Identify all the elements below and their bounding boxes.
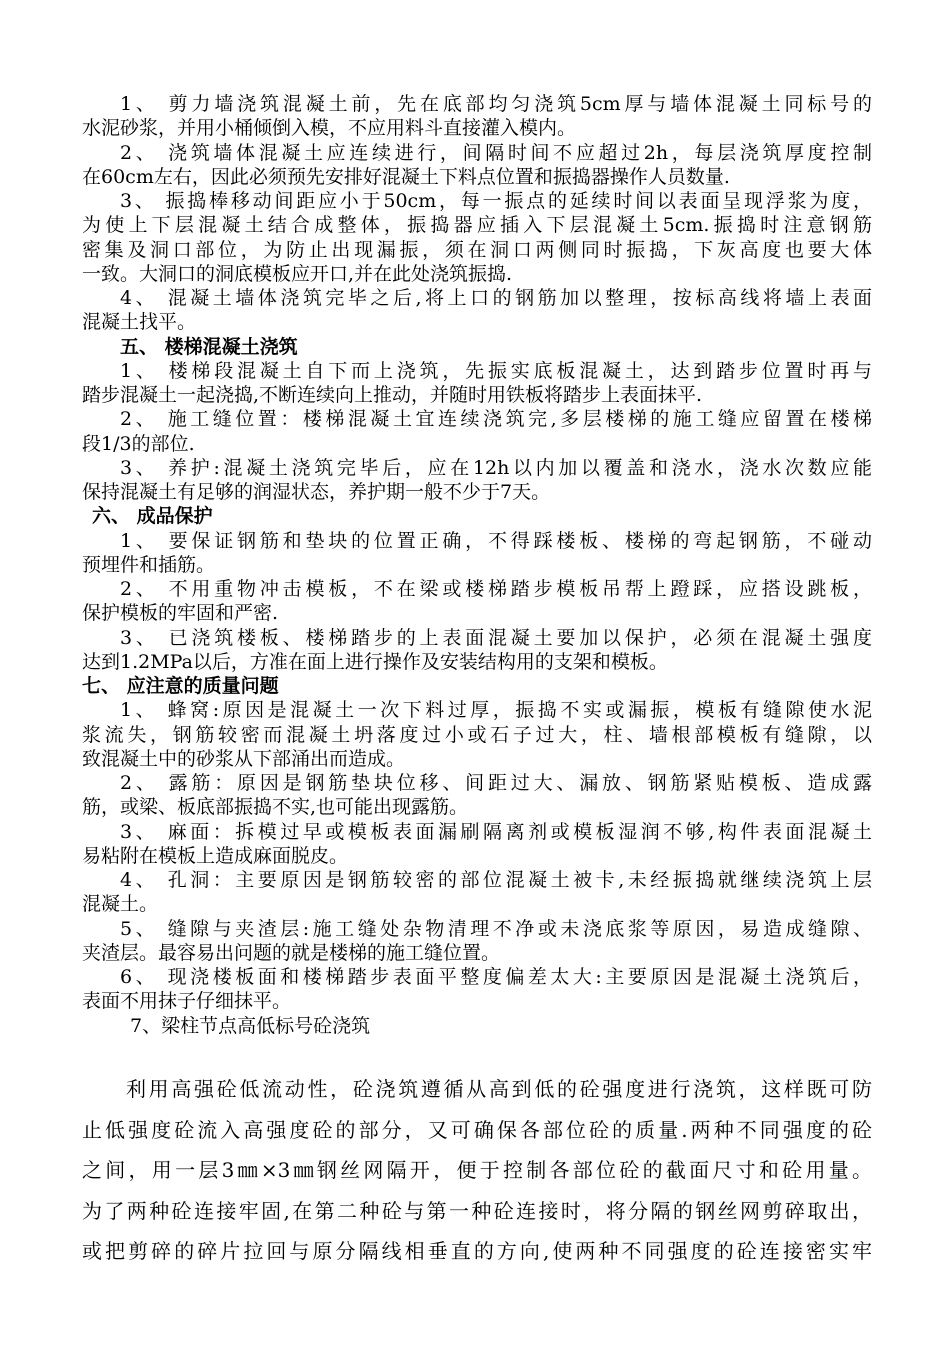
text-line: 3、 养护:混凝土浇筑完毕后，应在12h以内加以覆盖和浇水，浇水次数应能: [120, 456, 872, 479]
text-line: 段1/3的部位.: [82, 432, 195, 455]
paragraph-line: 利用高强砼低流动性，砼浇筑遵循从高到低的砼强度进行浇筑，这样既可防: [126, 1077, 872, 1101]
text-line: 踏步混凝土一起浇捣,不断连续向上推动，并随时用铁板将踏步上表面抹平.: [82, 384, 703, 406]
text-line: 水泥砂浆，并用小桶倾倒入模，不应用料斗直接灌入模内。: [82, 117, 577, 140]
text-line: 夹渣层。最容易出问题的就是楼梯的施工缝位置。: [82, 941, 501, 964]
text-line: 3、 振捣棒移动间距应小于50cm，每一振点的延续时间以表面呈现浮浆为度，: [120, 190, 872, 212]
section-heading: 六、 成品保护: [92, 505, 213, 528]
text-line: 4、 混凝土墙体浇筑完毕之后,将上口的钢筋加以整理，按标高线将墙上表面: [120, 287, 872, 309]
text-line: 4、 孔洞：主要原因是钢筋较密的部位混凝土被卡,未经振捣就继续浇筑上层: [120, 869, 872, 891]
text-line: 保持混凝土有足够的润湿状态，养护期一般不少于7天。: [82, 481, 551, 503]
text-line: 3、 已浇筑楼板、楼梯踏步的上表面混凝土要加以保护，必须在混凝土强度: [120, 626, 872, 649]
text-line: 7、梁柱节点高低标号砼浇筑: [130, 1014, 371, 1037]
text-line: 预埋件和插筋。: [82, 553, 216, 576]
text-line: 筋，或梁、板底部振捣不实,也可能出现露筋。: [82, 796, 469, 819]
text-line: 达到1.2MPa以后，方准在面上进行操作及安装结构用的支架和模板。: [82, 650, 668, 673]
paragraph-line: 之间，用一层3㎜×3㎜钢丝网隔开，便于控制各部位砼的截面尺寸和砼用量。: [82, 1158, 872, 1182]
text-line: 2、 不用重物冲击模板，不在梁或楼梯踏步模板吊帮上蹬踩，应搭设跳板，: [120, 578, 872, 600]
text-line: 5、 缝隙与夹渣层:施工缝处杂物清理不净或未浇底浆等原因，易造成缝隙、: [120, 917, 872, 940]
paragraph-line: 为了两种砼连接牢固,在第二种砼与第一种砼连接时，将分隔的钢丝网剪碎取出，: [82, 1198, 872, 1223]
text-line: 3、 麻面：拆模过早或模板表面漏刷隔离剂或模板湿润不够,构件表面混凝土: [120, 820, 872, 843]
text-line: 6、 现浇楼板面和楼梯踏步表面平整度偏差太大:主要原因是混凝土浇筑后，: [120, 966, 872, 988]
text-line: 为使上下层混凝土结合成整体，振捣器应插入下层混凝土5cm.振捣时注意钢筋: [82, 214, 872, 237]
text-line: 1、 要保证钢筋和垫块的位置正确，不得踩楼板、楼梯的弯起钢筋，不碰动: [120, 529, 872, 552]
text-line: 2、 露筋：原因是钢筋垫块位移、间距过大、漏放、钢筋紧贴模板、造成露: [120, 772, 872, 794]
text-line: 1、 蜂窝:原因是混凝土一次下料过厚，振捣不实或漏振，模板有缝隙使水泥: [120, 699, 872, 722]
text-line: 表面不用抹子仔细抹平。: [82, 990, 292, 1013]
paragraph-line: 或把剪碎的碎片拉回与原分隔线相垂直的方向,使两种不同强度的砼连接密实牢: [82, 1239, 872, 1263]
paragraph-line: 止低强度砼流入高强度砼的部分，又可确保各部位砼的质量.两种不同强度的砼: [82, 1117, 872, 1142]
text-line: 致混凝土中的砂浆从下部涌出而造成。: [82, 747, 406, 770]
text-line: 混凝土找平。: [82, 311, 197, 334]
text-line: 易粘附在模板上造成麻面脱皮。: [82, 844, 349, 867]
text-line: 保护模板的牢固和严密.: [82, 602, 279, 625]
text-line: 1、 楼梯段混凝土自下而上浇筑，先振实底板混凝土，达到踏步位置时再与: [120, 359, 872, 382]
section-heading: 五、 楼梯混凝土浇筑: [120, 335, 298, 358]
text-line: 1、 剪力墙浇筑混凝土前，先在底部均匀浇筑5cm厚与墙体混凝土同标号的: [120, 93, 872, 115]
text-line: 2、 施工缝位置：楼梯混凝土宜连续浇筑完,多层楼梯的施工缝应留置在楼梯: [120, 408, 872, 431]
text-line: 在60cm左右，因此必须预先安排好混凝土下料点位置和振捣器操作人员数量.: [82, 165, 730, 188]
text-line: 混凝土。: [82, 893, 159, 916]
text-line: 密集及洞口部位，为防止出现漏振，须在洞口两侧同时振捣，下灰高度也要大体: [82, 238, 872, 261]
text-line: 一致。大洞口的洞底模板应开口,并在此处浇筑振捣.: [82, 262, 513, 285]
section-heading: 七、 应注意的质量问题: [82, 675, 279, 697]
text-line: 2、 浇筑墙体混凝土应连续进行，间隔时间不应超过2h，每层浇筑厚度控制: [120, 141, 872, 164]
text-line: 浆流失，钢筋较密而混凝土坍落度过小或石子过大，柱、墙根部模板有缝隙，以: [82, 723, 872, 746]
